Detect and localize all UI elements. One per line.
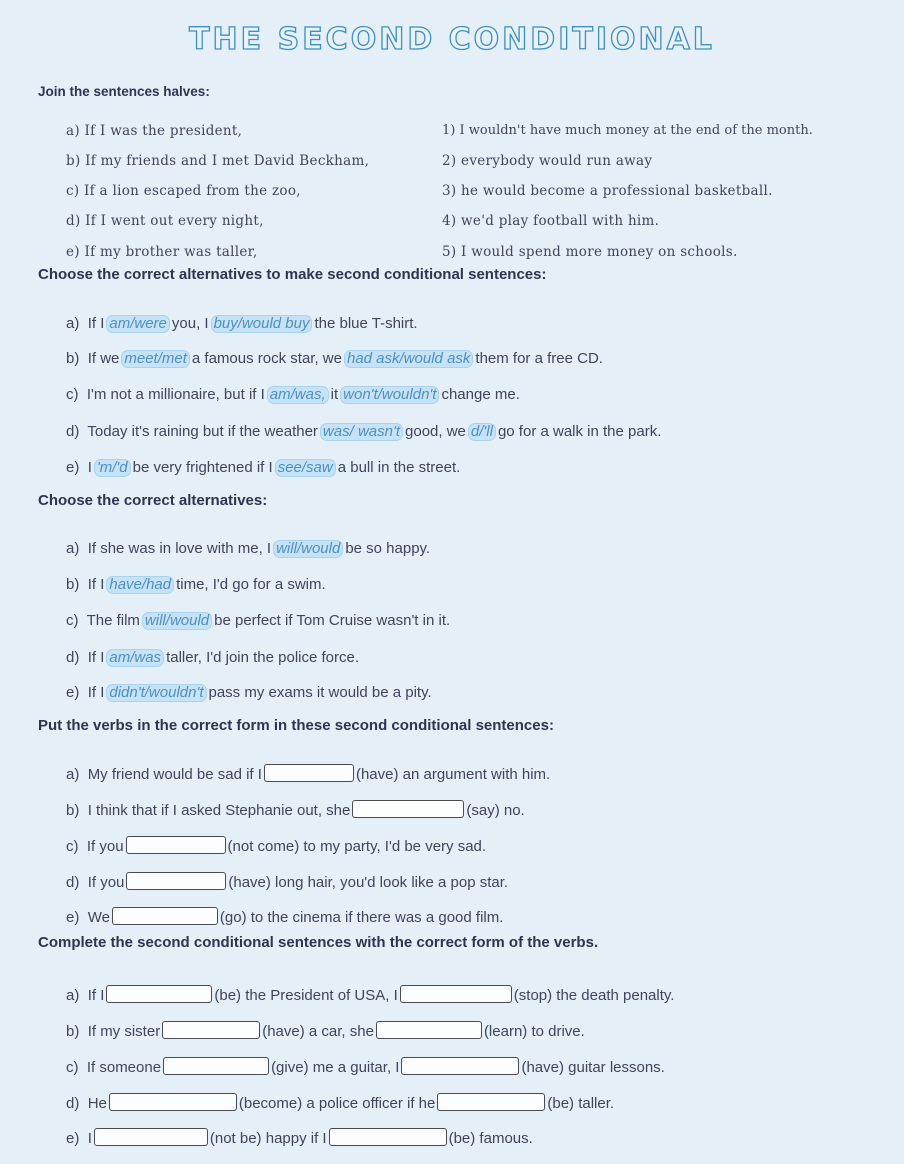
s5-item-e: e) I (not be) happy if I (be) famous. [66, 1130, 533, 1147]
s5-item-a: a) If I (be) the President of USA, I (stop) the death penalty. [66, 987, 675, 1004]
answer-blank[interactable] [109, 1093, 237, 1111]
section2-heading: Choose the correct alternatives to make second conditional sentences: [38, 266, 547, 283]
s2-item-c: c) I'm not a millionaire, but if I am/was, it won't/wouldn't change me. [66, 386, 520, 403]
answer-blank[interactable] [112, 907, 218, 925]
s3-item-e: e) If I didn't/wouldn't pass my exams it would be a pity. [66, 684, 432, 701]
s5-item-d: d) He (become) a police officer if he (be) taller. [66, 1095, 615, 1112]
answer-blank[interactable] [106, 985, 212, 1003]
s5-item-c: c) If someone (give) me a guitar, I (have) guitar lessons. [66, 1059, 665, 1076]
answer-blank[interactable] [163, 1057, 269, 1075]
choice-bubble[interactable]: was/ wasn't [320, 423, 403, 441]
choice-bubble[interactable]: am/was, [267, 386, 329, 404]
s1-right-2: 2) everybody would run away [442, 153, 653, 169]
answer-blank[interactable] [352, 800, 464, 818]
s1-right-5: 5) I would spend more money on schools. [442, 244, 738, 260]
s1-right-3: 3) he would become a professional basketball. [442, 183, 773, 199]
choice-bubble[interactable]: won't/wouldn't [340, 386, 439, 404]
answer-blank[interactable] [126, 872, 226, 890]
s1-right-4: 4) we'd play football with him. [442, 213, 660, 229]
section1-heading: Join the sentences halves: [38, 84, 210, 99]
s4-item-e: e) We (go) to the cinema if there was a good film. [66, 909, 504, 926]
s2-item-e: e) I 'm/'d be very frightened if I see/saw a bull in the street. [66, 459, 461, 476]
s2-item-d: d) Today it's raining but if the weather was/ wasn't good, we d/'ll go for a walk in the park. [66, 423, 662, 440]
answer-blank[interactable] [329, 1128, 447, 1146]
answer-blank[interactable] [376, 1021, 482, 1039]
answer-blank[interactable] [401, 1057, 519, 1075]
s3-item-d: d) If I am/was taller, I'd join the police force. [66, 649, 360, 666]
choice-bubble[interactable]: d/'ll [468, 423, 496, 441]
worksheet-title: THE SECOND CONDITIONAL [189, 22, 715, 57]
s1-left-b: b) If my friends and I met David Beckham, [66, 153, 370, 169]
choice-bubble[interactable]: see/saw [275, 459, 336, 477]
answer-blank[interactable] [126, 836, 226, 854]
s2-item-b: b) If we meet/met a famous rock star, we had ask/would ask them for a free CD. [66, 350, 603, 367]
answer-blank[interactable] [264, 764, 354, 782]
s2-item-a: a) If I am/were you, I buy/would buy the blue T-shirt. [66, 315, 418, 332]
answer-blank[interactable] [162, 1021, 260, 1039]
s1-left-a: a) If I was the president, [66, 123, 243, 139]
choice-bubble[interactable]: had ask/would ask [344, 350, 473, 368]
s4-item-b: b) I think that if I asked Stephanie out, she (say) no. [66, 802, 525, 819]
s4-item-d: d) If you (have) long hair, you'd look like a pop star. [66, 874, 509, 891]
section5-heading: Complete the second conditional sentences with the correct form of the verbs. [38, 934, 599, 951]
choice-bubble[interactable]: am/was [106, 649, 164, 667]
choice-bubble[interactable]: 'm/'d [94, 459, 131, 477]
s4-item-c: c) If you (not come) to my party, I'd be very sad. [66, 838, 487, 855]
choice-bubble[interactable]: didn't/wouldn't [106, 684, 206, 702]
answer-blank[interactable] [94, 1128, 208, 1146]
s5-item-b: b) If my sister (have) a car, she (learn) to drive. [66, 1023, 585, 1040]
choice-bubble[interactable]: buy/would buy [211, 315, 313, 333]
s1-left-c: c) If a lion escaped from the zoo, [66, 183, 301, 199]
choice-bubble[interactable]: will/would [142, 612, 212, 630]
s4-item-a: a) My friend would be sad if I (have) an argument with him. [66, 766, 551, 783]
answer-blank[interactable] [437, 1093, 545, 1111]
s1-left-d: d) If I went out every night, [66, 213, 264, 229]
section3-heading: Choose the correct alternatives: [38, 492, 268, 509]
answer-blank[interactable] [400, 985, 512, 1003]
choice-bubble[interactable]: will/would [273, 540, 343, 558]
choice-bubble[interactable]: have/had [106, 576, 174, 594]
s1-left-e: e) If my brother was taller, [66, 244, 258, 260]
s1-right-1: 1) I wouldn't have much money at the end of the month. [442, 123, 813, 138]
choice-bubble[interactable]: am/were [106, 315, 170, 333]
section4-heading: Put the verbs in the correct form in these second conditional sentences: [38, 717, 554, 734]
s3-item-c: c) The film will/would be perfect if Tom Cruise wasn't in it. [66, 612, 451, 629]
s3-item-b: b) If I have/had time, I'd go for a swim. [66, 576, 326, 593]
choice-bubble[interactable]: meet/met [121, 350, 190, 368]
s3-item-a: a) If she was in love with me, I will/would be so happy. [66, 540, 431, 557]
